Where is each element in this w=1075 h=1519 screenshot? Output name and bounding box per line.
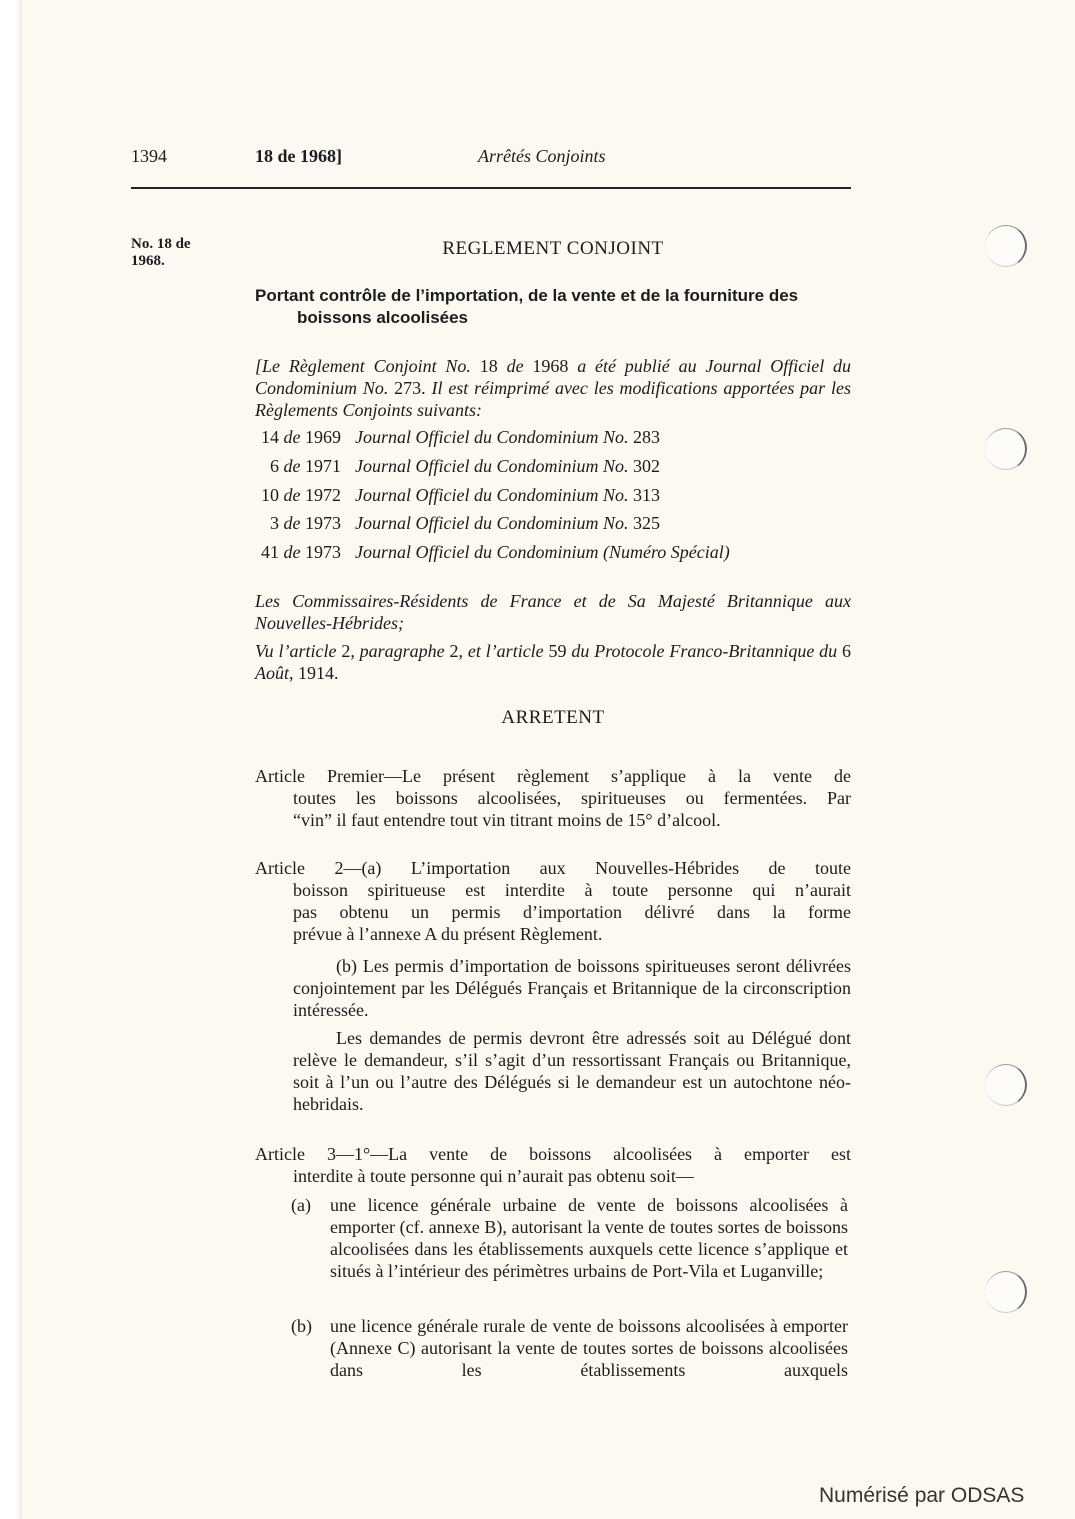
note-bracket: [	[255, 356, 263, 376]
amendment-year: 1972	[305, 485, 341, 505]
note-part4: Il est réimprimé avec les modifications apportées par les Règlements Conjoints suivants:	[255, 378, 852, 420]
subtitle-line2: boissons alcoolisées	[297, 308, 469, 327]
amendment-de: de	[283, 456, 301, 476]
amendment-number: 3	[270, 513, 279, 533]
article-3-item-a	[330, 1194, 848, 1282]
amendment-number: 10	[261, 485, 279, 505]
vu-part4: du Protocole Franco-Britannique du	[571, 641, 838, 661]
amendment-row	[255, 485, 660, 506]
header-reference: 18 de 1968]	[255, 146, 342, 166]
article-2-line3: pas obtenu un permis d’importation délivré dans la forme	[293, 902, 851, 922]
article-premier-line1: Article Premier—Le présent règlement s’applique à la vente de	[255, 766, 851, 786]
digitization-stamp: Numérisé par ODSAS	[819, 1484, 1025, 1507]
amendment-row	[255, 513, 660, 534]
article-3-item-b	[330, 1315, 848, 1381]
margin-note	[131, 236, 191, 270]
scan-page-edge	[0, 0, 22, 1519]
preamble-commissioners	[255, 590, 851, 634]
header-rule	[131, 187, 851, 189]
amendment-number: 14	[261, 427, 279, 447]
article-premier-line2: toutes les boissons alcoolisées, spiritueuses ou fermentées. Par	[293, 788, 851, 808]
vu-num3: 59	[543, 641, 572, 661]
punch-hole	[985, 225, 1027, 267]
punch-hole	[985, 1271, 1027, 1313]
article-2	[255, 857, 851, 945]
article-premier	[255, 765, 851, 831]
vu-num2: 2,	[444, 641, 468, 661]
punch-hole	[985, 428, 1027, 470]
note-num1: 18	[470, 356, 507, 376]
running-title: Arrêtés Conjoints	[478, 146, 606, 166]
article-2-line4: prévue à l’annexe A du présent Règlement.	[293, 924, 603, 944]
amendment-journal: Journal Officiel du Condominium No.	[355, 485, 629, 505]
subtitle-line1: Portant contrôle de l’importation, de la vente et de la fourniture des	[255, 286, 799, 305]
article-2-paragraph-c	[293, 1027, 851, 1115]
vu-part2: paragraphe	[359, 641, 445, 661]
amendment-issue: 302	[633, 456, 660, 476]
amendment-journal: Journal Officiel du Condominium No.	[355, 513, 629, 533]
article-3-line2: interdite à toute personne qui n’aurait pas obtenu soit—	[293, 1166, 694, 1186]
note-part1: Le Règlement Conjoint No.	[262, 356, 471, 376]
punch-hole	[985, 1064, 1027, 1106]
article-3	[255, 1143, 851, 1187]
vu-part3: et l’article	[467, 641, 544, 661]
vu-num5: , 1914.	[289, 663, 339, 683]
amendment-issue: 313	[633, 485, 660, 505]
article-2-paragraph-c-text: Les demandes de permis devront être adressés soit au Délégué dont relève le demandeur, s’il s’agit d’un ressortissant Français ou Britannique, soit à l’un ou l’autre des Délégués si le demandeur est un autochtone néo-hebridais.	[293, 1028, 851, 1114]
amendment-de: de	[283, 427, 301, 447]
vu-part5: Août	[255, 663, 289, 683]
vu-num1: 2,	[336, 641, 360, 661]
amendment-year: 1969	[305, 427, 341, 447]
page-number: 1394	[131, 146, 167, 166]
article-2-paragraph-b-text: (b) Les permis d’importation de boissons spiritueuses seront délivrées conjointement par les Délégués Français et Britannique de la circonscription intéressée.	[293, 956, 851, 1020]
amendment-year: 1973	[305, 542, 341, 562]
amendment-de: de	[283, 513, 301, 533]
article-3-item-b-label: (b)	[291, 1316, 312, 1336]
article-3-item-a-text: une licence générale urbaine de vente de boissons alcoolisées à emporter (cf. annexe B), autorisant la vente de toutes sortes de boissons alcoolisées dans les établissements auxquels cette licence s’applique et situés à l’intérieur des périmètres urbains de Port-Vila et Luganville;	[330, 1195, 848, 1281]
article-3-item-a-label: (a)	[291, 1195, 311, 1215]
amendment-issue: 283	[633, 427, 660, 447]
amendment-journal: Journal Officiel du Condominium No.	[355, 427, 629, 447]
article-2-line1: Article 2—(a) L’importation aux Nouvelles-Hébrides de toute	[255, 858, 851, 878]
note-num2: 1968	[523, 356, 578, 376]
amendment-row	[255, 542, 730, 563]
note-part3: a été publié au Journal Officiel du Condominium No.	[255, 356, 852, 398]
preamble-commissioners-text: Les Commissaires-Résidents de France et de Sa Majesté Britannique aux Nouvelles-Hébrides;	[255, 591, 851, 633]
document-title: REGLEMENT CONJOINT	[442, 238, 664, 259]
amendment-row	[255, 456, 660, 477]
article-3-line1: Article 3—1°—La vente de boissons alcoolisées à emporter est	[255, 1144, 851, 1164]
amendment-issue: 325	[633, 513, 660, 533]
article-2-line2: boisson spiritueuse est interdite à toute personne qui n’aurait	[293, 880, 851, 900]
article-3-item-b-text: une licence générale rurale de vente de boissons alcoolisées à emporter (Annexe C) autorisant la vente de toutes sortes de boissons alcoolisées dans les établissements auxquels	[330, 1316, 848, 1380]
amendment-issue: (Numéro Spécial)	[602, 542, 730, 562]
amendment-de: de	[283, 485, 301, 505]
amendment-number: 6	[270, 456, 279, 476]
document-subtitle	[255, 285, 851, 329]
margin-note-line2: 1968.	[131, 253, 165, 269]
note-part2: de	[506, 356, 524, 376]
amendment-year: 1973	[305, 513, 341, 533]
decision-heading: ARRETENT	[501, 707, 605, 728]
vu-num4: 6	[837, 641, 852, 661]
amendment-de: de	[283, 542, 301, 562]
amendment-row	[255, 427, 660, 448]
amendment-journal: Journal Officiel du Condominium No.	[355, 456, 629, 476]
article-2-paragraph-b	[293, 955, 851, 1021]
amendment-number: 41	[261, 542, 279, 562]
amendment-journal: Journal Officiel du Condominium	[355, 542, 599, 562]
note-num3: 273.	[388, 378, 432, 398]
margin-note-line1: No. 18 de	[131, 236, 191, 252]
publication-note	[255, 355, 851, 421]
article-premier-line3: “vin” il faut entendre tout vin titrant moins de 15° d’alcool.	[293, 810, 721, 830]
vu-part1: Vu l’article	[255, 641, 337, 661]
preamble-vu	[255, 640, 851, 684]
amendment-year: 1971	[305, 456, 341, 476]
